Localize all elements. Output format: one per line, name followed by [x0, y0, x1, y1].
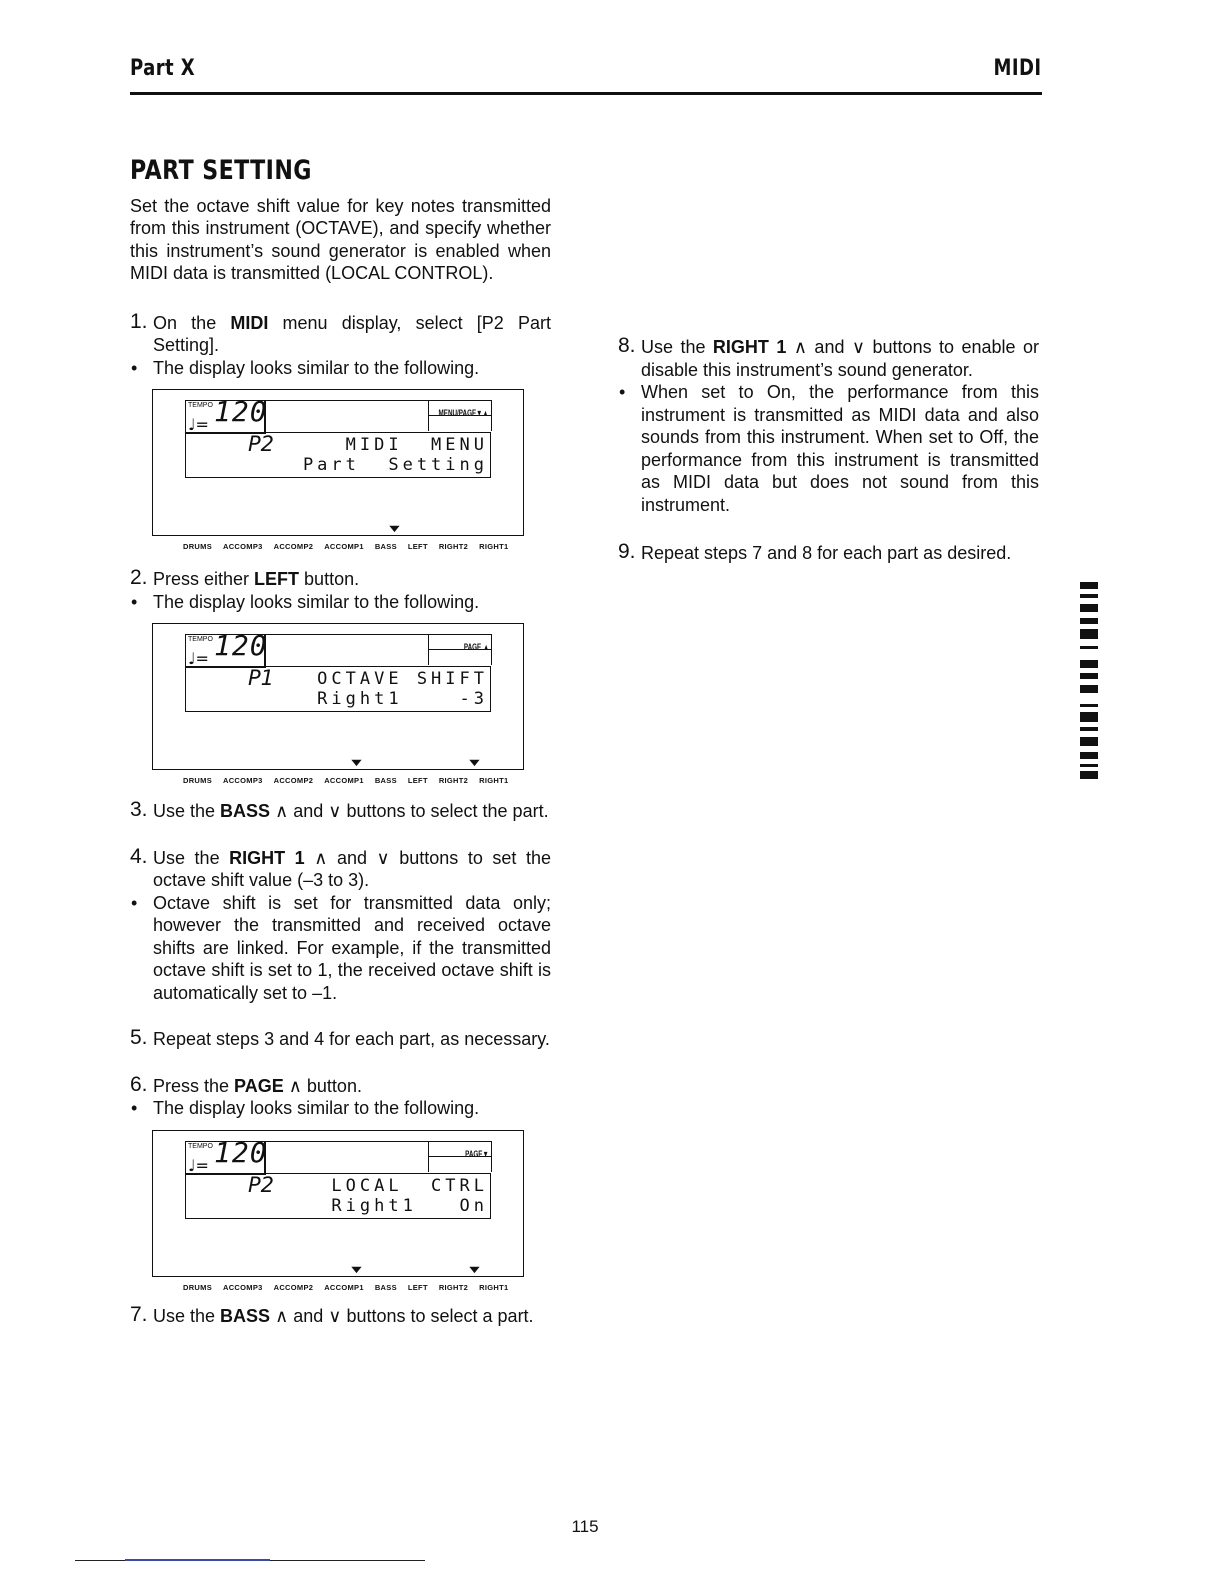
- left-column: [130, 155, 551, 1327]
- page-label: MENU/PAGE▼▲: [438, 408, 489, 418]
- edge-mark: [1080, 594, 1098, 598]
- bullet-dot: •: [131, 357, 138, 378]
- step-text: Use the: [153, 847, 230, 868]
- section-title: PART SETTING: [130, 155, 312, 186]
- label-bass: BASS: [374, 1282, 397, 1292]
- label-bass: BASS: [374, 776, 397, 785]
- label-left: LEFT: [407, 776, 428, 785]
- page-indicator: [428, 1141, 492, 1172]
- lcd-main-area: [185, 666, 491, 712]
- down-arrow-icon: ▼: [347, 1263, 366, 1276]
- lcd-row-2: Right1 -3: [317, 689, 488, 709]
- step-number: 4.: [130, 844, 148, 868]
- label-right1: RIGHT1: [479, 542, 509, 551]
- down-arrow-icon: ▼: [347, 757, 366, 769]
- step-1-bullet: [130, 357, 551, 380]
- lcd-page-number: P2: [248, 1172, 275, 1197]
- edge-mark: [1080, 604, 1098, 612]
- step-5: [130, 1028, 551, 1051]
- step-text: Press the: [153, 1075, 235, 1096]
- edge-mark: [1080, 673, 1098, 679]
- edge-mark: [1080, 618, 1098, 624]
- page-divider: [429, 415, 491, 416]
- page-indicator: [428, 400, 492, 431]
- label-right1: RIGHT1: [479, 1282, 509, 1292]
- edge-mark: [1080, 582, 1098, 589]
- step-6-bullet: [130, 1097, 551, 1120]
- edge-mark: [1080, 629, 1098, 639]
- step-bold: RIGHT 1: [712, 337, 787, 357]
- step-number: 1.: [130, 309, 148, 333]
- edge-mark: [1080, 646, 1098, 649]
- down-arrow-icon: ▼: [465, 757, 484, 769]
- bottom-rule-accent: [125, 1559, 270, 1561]
- tempo-label: TEMPO: [188, 402, 213, 409]
- label-accomp1: ACCOMP1: [324, 776, 364, 785]
- tempo-label: TEMPO: [188, 1142, 213, 1150]
- label-right2: RIGHT2: [438, 1282, 469, 1292]
- step-bold: BASS: [220, 801, 271, 821]
- page-number: 115: [571, 1517, 599, 1536]
- lcd-page-number: P2: [248, 432, 275, 456]
- label-accomp2: ACCOMP2: [273, 1282, 314, 1292]
- step-text: Repeat steps 3 and 4 for each part, as necessary.: [153, 1029, 550, 1049]
- step-number: 3.: [130, 798, 148, 821]
- lcd-row-1: LOCAL CTRL: [331, 1175, 488, 1196]
- bullet-dot: •: [131, 1098, 138, 1118]
- step-number: 6.: [130, 1072, 148, 1096]
- lcd-row-1: OCTAVE SHIFT: [317, 669, 488, 689]
- step-text: ∧ button.: [283, 1075, 362, 1096]
- page-label: PAGE ▲: [463, 642, 489, 652]
- label-left: LEFT: [407, 542, 428, 551]
- label-drums: DRUMS: [183, 1282, 212, 1292]
- lcd-part-labels: [183, 770, 519, 793]
- label-accomp3: ACCOMP3: [223, 542, 263, 551]
- tempo-box: [185, 1135, 268, 1175]
- step-2-bullet: [130, 591, 551, 614]
- right-column: [618, 336, 1039, 565]
- lcd-row-2: Part Setting: [302, 455, 488, 475]
- edge-mark: [1080, 737, 1098, 746]
- step-9: [618, 542, 1039, 565]
- edge-mark: [1080, 771, 1098, 779]
- step-number: 8.: [618, 334, 636, 357]
- step-text: ∧ and ∨ buttons to select the part.: [270, 801, 549, 821]
- tempo-value: 120: [214, 1135, 268, 1169]
- label-left: LEFT: [407, 1282, 428, 1292]
- lcd-part-labels: [183, 1277, 519, 1300]
- step-bold: BASS: [220, 1305, 271, 1326]
- spacer: [618, 516, 1039, 542]
- step-number: 5.: [130, 1026, 148, 1049]
- step-text: menu display, select [P2 Part Setting].: [153, 312, 551, 355]
- step-7: [130, 1302, 551, 1328]
- bullet-text: When set to On, the performance from this instrument is transmitted as MIDI data and also sounds from this instrument. When set to Off, the performance from this instrument is transmitted as MIDI data but does not sound from this instrument.: [641, 382, 1039, 515]
- step-number: 7.: [130, 1302, 148, 1326]
- page-divider: [429, 649, 491, 650]
- lcd-page-number: P1: [248, 666, 275, 690]
- step-4-bullet: [130, 892, 551, 1005]
- step-bold: RIGHT 1: [229, 847, 305, 868]
- step-number: 2.: [130, 566, 148, 589]
- header-section-label: MIDI: [994, 56, 1042, 81]
- lcd-main-area: [185, 1173, 491, 1219]
- step-text: ∧ and ∨ buttons to select a part.: [270, 1305, 534, 1326]
- step-bold: PAGE: [234, 1075, 284, 1096]
- step-text: Use the: [641, 337, 713, 357]
- label-accomp3: ACCOMP3: [223, 1282, 263, 1292]
- step-4: [130, 844, 551, 892]
- down-arrow-icon: ▼: [385, 523, 404, 535]
- bullet-text: The display looks similar to the following.: [153, 591, 480, 612]
- bullet-dot: •: [619, 382, 626, 402]
- label-right2: RIGHT2: [438, 542, 469, 551]
- bullet-dot: •: [131, 892, 138, 913]
- lcd-display-1: [152, 389, 524, 551]
- page-divider: [429, 1156, 491, 1157]
- lcd-display-2: [152, 623, 524, 785]
- header-rule: [130, 92, 1042, 95]
- label-accomp1: ACCOMP1: [324, 1282, 364, 1292]
- edge-mark: [1080, 704, 1098, 707]
- tempo-note-icon: ♩=: [188, 1155, 209, 1175]
- label-accomp3: ACCOMP3: [223, 776, 263, 785]
- label-drums: DRUMS: [183, 776, 212, 785]
- lcd-display-3: [152, 1130, 524, 1292]
- step-2: [130, 568, 551, 591]
- down-arrow-icon: ▼: [465, 1263, 484, 1276]
- edge-mark: [1080, 752, 1098, 759]
- step-8: [618, 336, 1039, 381]
- bullet-dot: •: [131, 591, 138, 612]
- tempo-label: TEMPO: [188, 636, 213, 643]
- step-text: Repeat steps 7 and 8 for each part as desired.: [641, 543, 1012, 563]
- label-right2: RIGHT2: [438, 776, 469, 785]
- tempo-value: 120: [214, 395, 268, 428]
- step-number: 9.: [618, 540, 636, 563]
- label-accomp2: ACCOMP2: [273, 776, 314, 785]
- step-text: button.: [299, 569, 360, 589]
- tempo-note-icon: ♩=: [188, 649, 209, 668]
- label-drums: DRUMS: [183, 542, 212, 551]
- intro-paragraph: Set the octave shift value for key notes transmitted from this instrument (OCTAVE), and specify whether this instrument’s sound generator is enabled when MIDI data is transmitted (LOCAL CONTROL).: [130, 195, 551, 283]
- lcd-part-labels: [183, 536, 519, 559]
- label-accomp2: ACCOMP2: [273, 542, 314, 551]
- step-bold: LEFT: [254, 569, 300, 589]
- page-label: PAGE▼: [465, 1148, 489, 1159]
- step-text: ∧ and ∨ buttons to set the octave shift value (–3 to 3).: [153, 847, 551, 890]
- label-right1: RIGHT1: [479, 776, 509, 785]
- step-bold: MIDI: [230, 312, 269, 333]
- header-part-label: Part X: [130, 56, 196, 81]
- tempo-note-icon: ♩=: [188, 415, 209, 434]
- step-text: Use the: [153, 1305, 221, 1326]
- edge-mark: [1080, 727, 1098, 731]
- edge-mark: [1080, 685, 1098, 693]
- bullet-text: The display looks similar to the following.: [153, 1098, 480, 1118]
- bullet-text: Octave shift is set for transmitted data only; however the transmitted and received octave shifts are linked. For example, if the transmitted octave shift is set to 1, the received octave shift is automatically set to –1.: [153, 892, 551, 1003]
- spacer: [130, 823, 551, 847]
- tempo-box: [185, 395, 268, 434]
- bullet-text: The display looks similar to the following.: [153, 357, 480, 378]
- page-indicator: [428, 634, 492, 665]
- edge-mark: [1080, 712, 1098, 722]
- step-3: [130, 800, 551, 823]
- lcd-row-1: MIDI MENU: [345, 435, 488, 455]
- step-text: ∧ and ∨ buttons to enable or disable this instrument’s sound generator.: [641, 337, 1039, 380]
- label-bass: BASS: [374, 542, 397, 551]
- step-1: [130, 309, 551, 357]
- edge-mark: [1080, 764, 1098, 767]
- tempo-value: 120: [214, 629, 268, 662]
- step-text: On the: [153, 312, 231, 333]
- lcd-row-2: Right1 On: [331, 1195, 488, 1216]
- step-text: Use the: [153, 801, 221, 821]
- step-text: Press either: [153, 569, 255, 589]
- lcd-main-area: [185, 432, 491, 478]
- edge-mark: [1080, 660, 1098, 668]
- spacer: [130, 1004, 551, 1028]
- tempo-box: [185, 629, 268, 668]
- label-accomp1: ACCOMP1: [324, 542, 364, 551]
- step-6: [130, 1072, 551, 1098]
- spacer: [130, 1051, 551, 1075]
- step-8-bullet: [618, 381, 1039, 516]
